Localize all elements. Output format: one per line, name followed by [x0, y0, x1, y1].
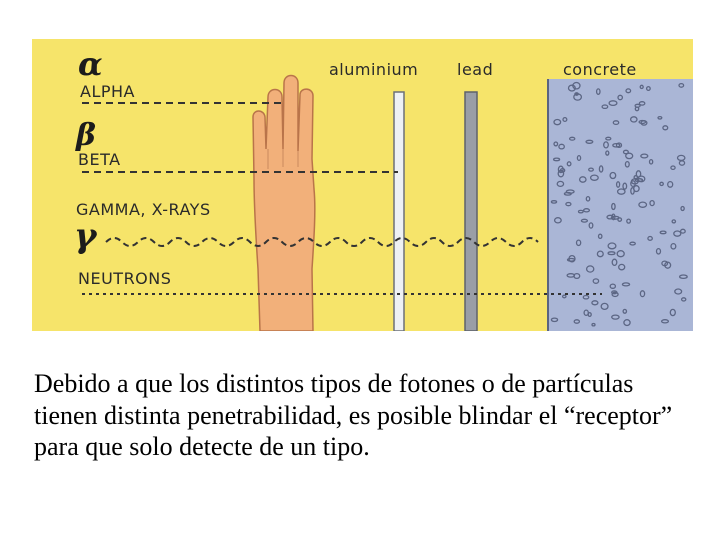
alpha-label: ALPHA — [80, 82, 135, 101]
caption-text: Debido a que los distintos tipos de fotones o de partículas tienen distinta penetrabilidad, es posible blindar el “receptor” para que solo detecte de un tipo. — [34, 369, 673, 461]
neutrons-label: NEUTRONS — [78, 269, 172, 288]
gamma-label: GAMMA, X-RAYS — [76, 200, 211, 219]
alpha-symbol: α — [78, 45, 103, 83]
beta-label: BETA — [78, 150, 121, 169]
radiation-penetration-illustration — [32, 39, 693, 331]
concrete-block — [548, 79, 693, 331]
hand-illustration — [253, 76, 315, 332]
gamma-symbol: γ — [74, 216, 97, 256]
concrete-label: concrete — [563, 60, 637, 79]
lead-sheet — [465, 92, 477, 331]
aluminium-sheet — [394, 92, 404, 331]
lead-label: lead — [457, 60, 494, 79]
illustration-canvas — [32, 39, 693, 331]
beta-symbol: β — [76, 118, 96, 153]
aluminium-label: aluminium — [329, 60, 419, 79]
